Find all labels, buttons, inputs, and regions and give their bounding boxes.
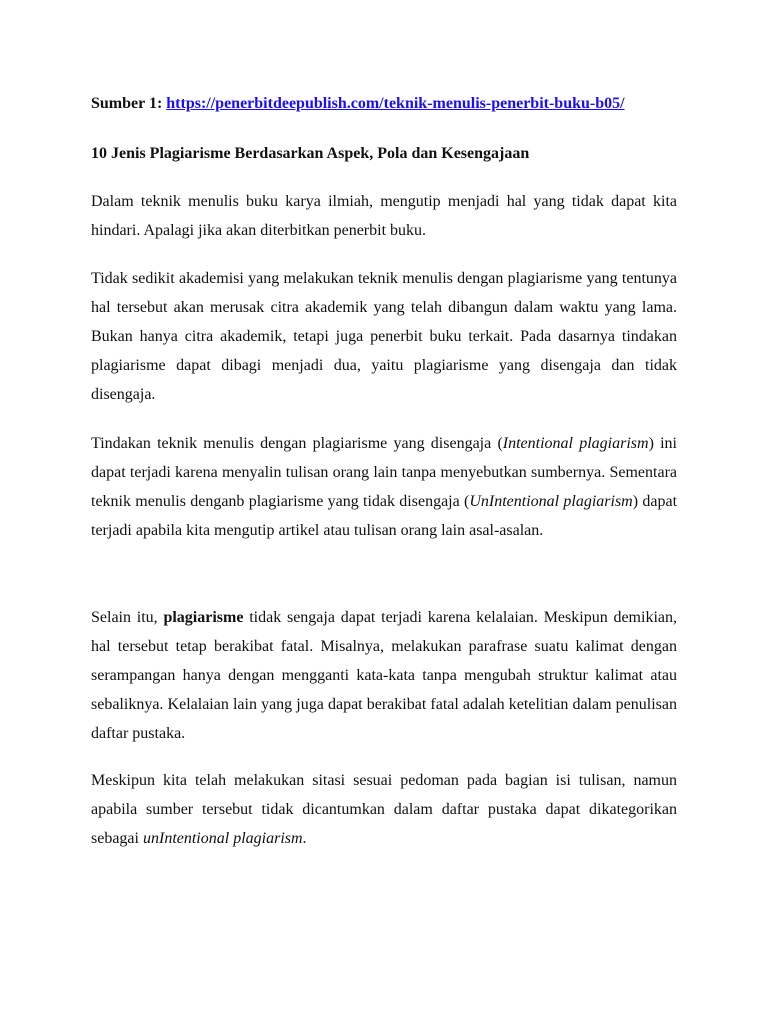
paragraph-3	[91, 429, 677, 545]
paragraph-3-text-c: ) dapat terjadi apabila kita mengutip artikel atau tulisan orang lain asal-asalan.	[91, 493, 678, 539]
paragraph-5-italic-a: unIntentional plagiarism	[142, 830, 303, 847]
paragraph-3-text-b: ) ini dapat terjadi karena menyalin tulisan orang lain tanpa menyebutkan sumbernya. Sementara teknik menulis denganb plagiarisme yang tidak disengaja (	[91, 435, 678, 510]
paragraph-3-italic-b: UnIntentional plagiarism	[469, 493, 633, 510]
paragraph-5-text-b: .	[302, 830, 307, 847]
paragraph-3-italic-a: Intentional plagiarism	[502, 435, 649, 452]
source-link[interactable]: https://penerbitdeepublish.com/teknik-menulis-penerbit-buku-b05/	[166, 95, 625, 112]
paragraph-4-text-a: Selain itu,	[91, 609, 164, 626]
paragraph-5	[91, 766, 677, 853]
paragraph-4-text-b: tidak sengaja dapat terjadi karena kelalaian. Meskipun demikian, hal tersebut tetap berakibat fatal. Misalnya, melakukan parafrase suatu kalimat dengan serampangan hanya dengan mengganti kata-kata tanpa mengubah struktur kalimat atau sebaliknya. Kelalaian lain yang juga dapat berakibat fatal adalah ketelitian dalam penulisan daftar pustaka.	[91, 609, 677, 742]
paragraph-4-bold-term: plagiarisme	[163, 609, 244, 626]
paragraph-2: Tidak sedikit akademisi yang melakukan teknik menulis dengan plagiarisme yang tentunya hal tersebut akan merusak citra akademik yang telah dibangun dalam waktu yang lama. Bukan hanya citra akademik, tetapi juga penerbit buku terkait. Pada dasarnya tindakan plagiarisme dapat dibagi menjadi dua, yaitu plagiarisme yang disengaja dan tidak disengaja.	[91, 270, 677, 403]
paragraph-5-text-a: Meskipun kita telah melakukan sitasi sesuai pedoman pada bagian isi tulisan, namun apabila sumber tersebut tidak dicantumkan dalam daftar pustaka dapat dikategorikan sebagai	[91, 772, 677, 847]
source-line	[91, 93, 691, 115]
paragraph-4	[91, 603, 677, 748]
source-label: Sumber 1:	[91, 95, 163, 112]
paragraph-3-text-a: Tindakan teknik menulis dengan plagiarisme yang disengaja (	[91, 435, 503, 452]
document-heading: 10 Jenis Plagiarisme Berdasarkan Aspek, Pola dan Kesengajaan	[91, 145, 530, 162]
paragraph-1: Dalam teknik menulis buku karya ilmiah, mengutip menjadi hal yang tidak dapat kita hindari. Apalagi jika akan diterbitkan penerbit buku.	[91, 193, 677, 239]
